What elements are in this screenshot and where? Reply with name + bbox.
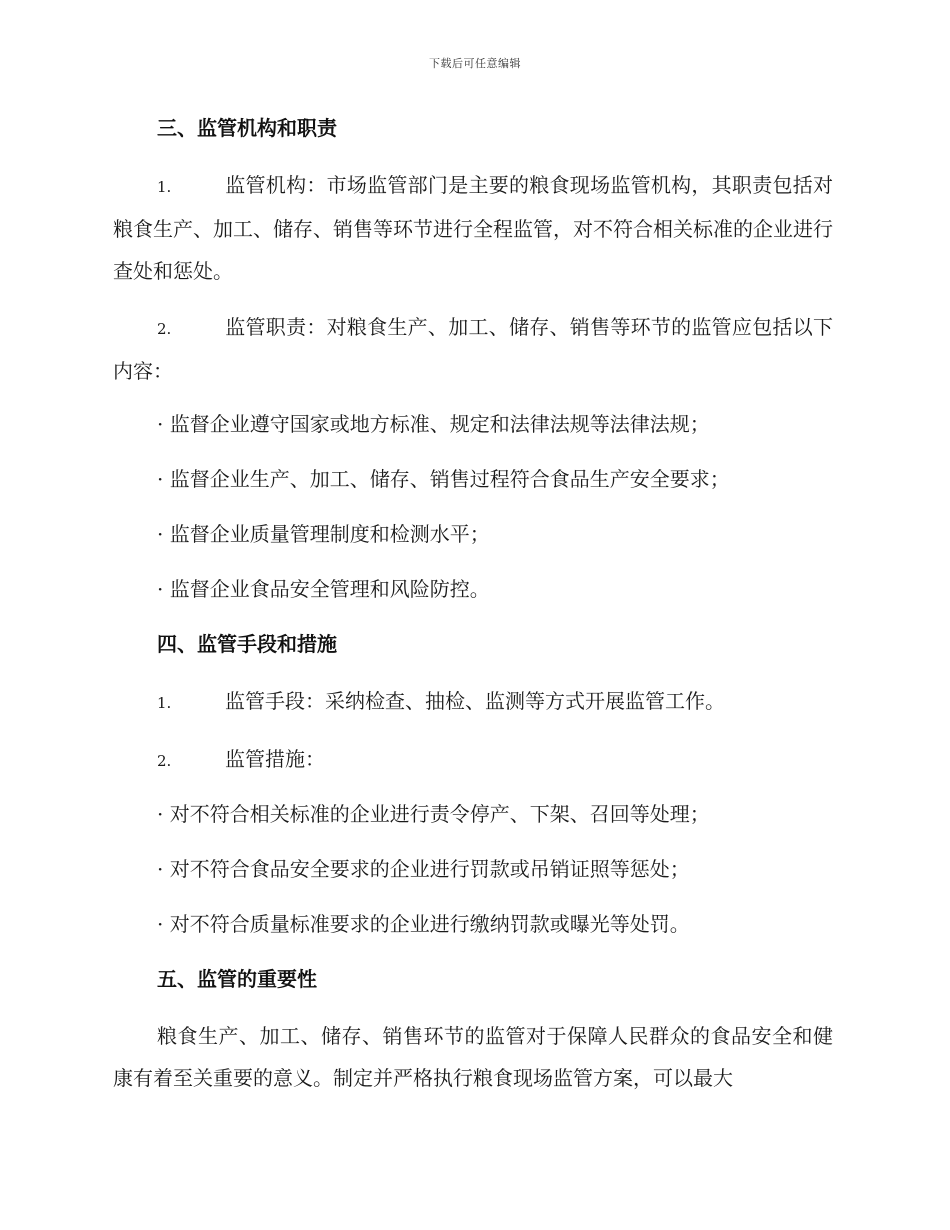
item-text: 监管机构：市场监管部门是主要的粮食现场监管机构，其职责包括对粮食生产、加工、储存、销售等环节进行全程监管，对不符合相关标准的企业进行查处和惩处。 [113,173,833,283]
section-heading-4: 四、监管手段和措施 [157,632,337,656]
section-heading-5: 五、监管的重要性 [157,967,317,991]
section-heading-3: 三、监管机构和职责 [157,116,337,140]
bullet-item: · 监督企业遵守国家或地方标准、规定和法律法规等法律法规； [157,412,710,436]
item-text: 监管职责：对粮食生产、加工、储存、销售等环节的监管应包括以下内容： [113,315,833,383]
section4-item-1 [113,680,833,724]
bullet-item: · 对不符合质量标准要求的企业进行缴纳罚款或曝光等处罚。 [157,912,690,936]
bullet-item: · 监督企业生产、加工、储存、销售过程符合食品生产安全要求； [157,467,730,491]
document-content [113,110,833,1099]
item-number: 2. [157,752,172,770]
bullet-item: · 监督企业食品安全管理和风险防控。 [157,577,490,601]
section3-item-1 [113,164,833,292]
item-number: 2. [157,320,172,338]
bullet-item: · 对不符合食品安全要求的企业进行罚款或吊销证照等惩处； [157,857,690,881]
page-header-note: 下载后可任意编辑 [429,57,521,70]
section5-paragraph: 粮食生产、加工、储存、销售环节的监管对于保障人民群众的食品安全和健康有着至关重要的意义。制定并严格执行粮食现场监管方案，可以最大 [113,1024,833,1090]
section3-item-2 [113,306,833,392]
section4-item-2 [113,738,833,782]
bullet-item: · 监督企业质量管理制度和检测水平； [157,522,490,546]
item-number: 1. [157,694,172,712]
item-text: 监管措施： [225,747,325,771]
item-number: 1. [157,178,172,196]
bullet-item: · 对不符合相关标准的企业进行责令停产、下架、召回等处理； [157,802,710,826]
item-text: 监管手段：采纳检查、抽检、监测等方式开展监管工作。 [225,689,725,713]
